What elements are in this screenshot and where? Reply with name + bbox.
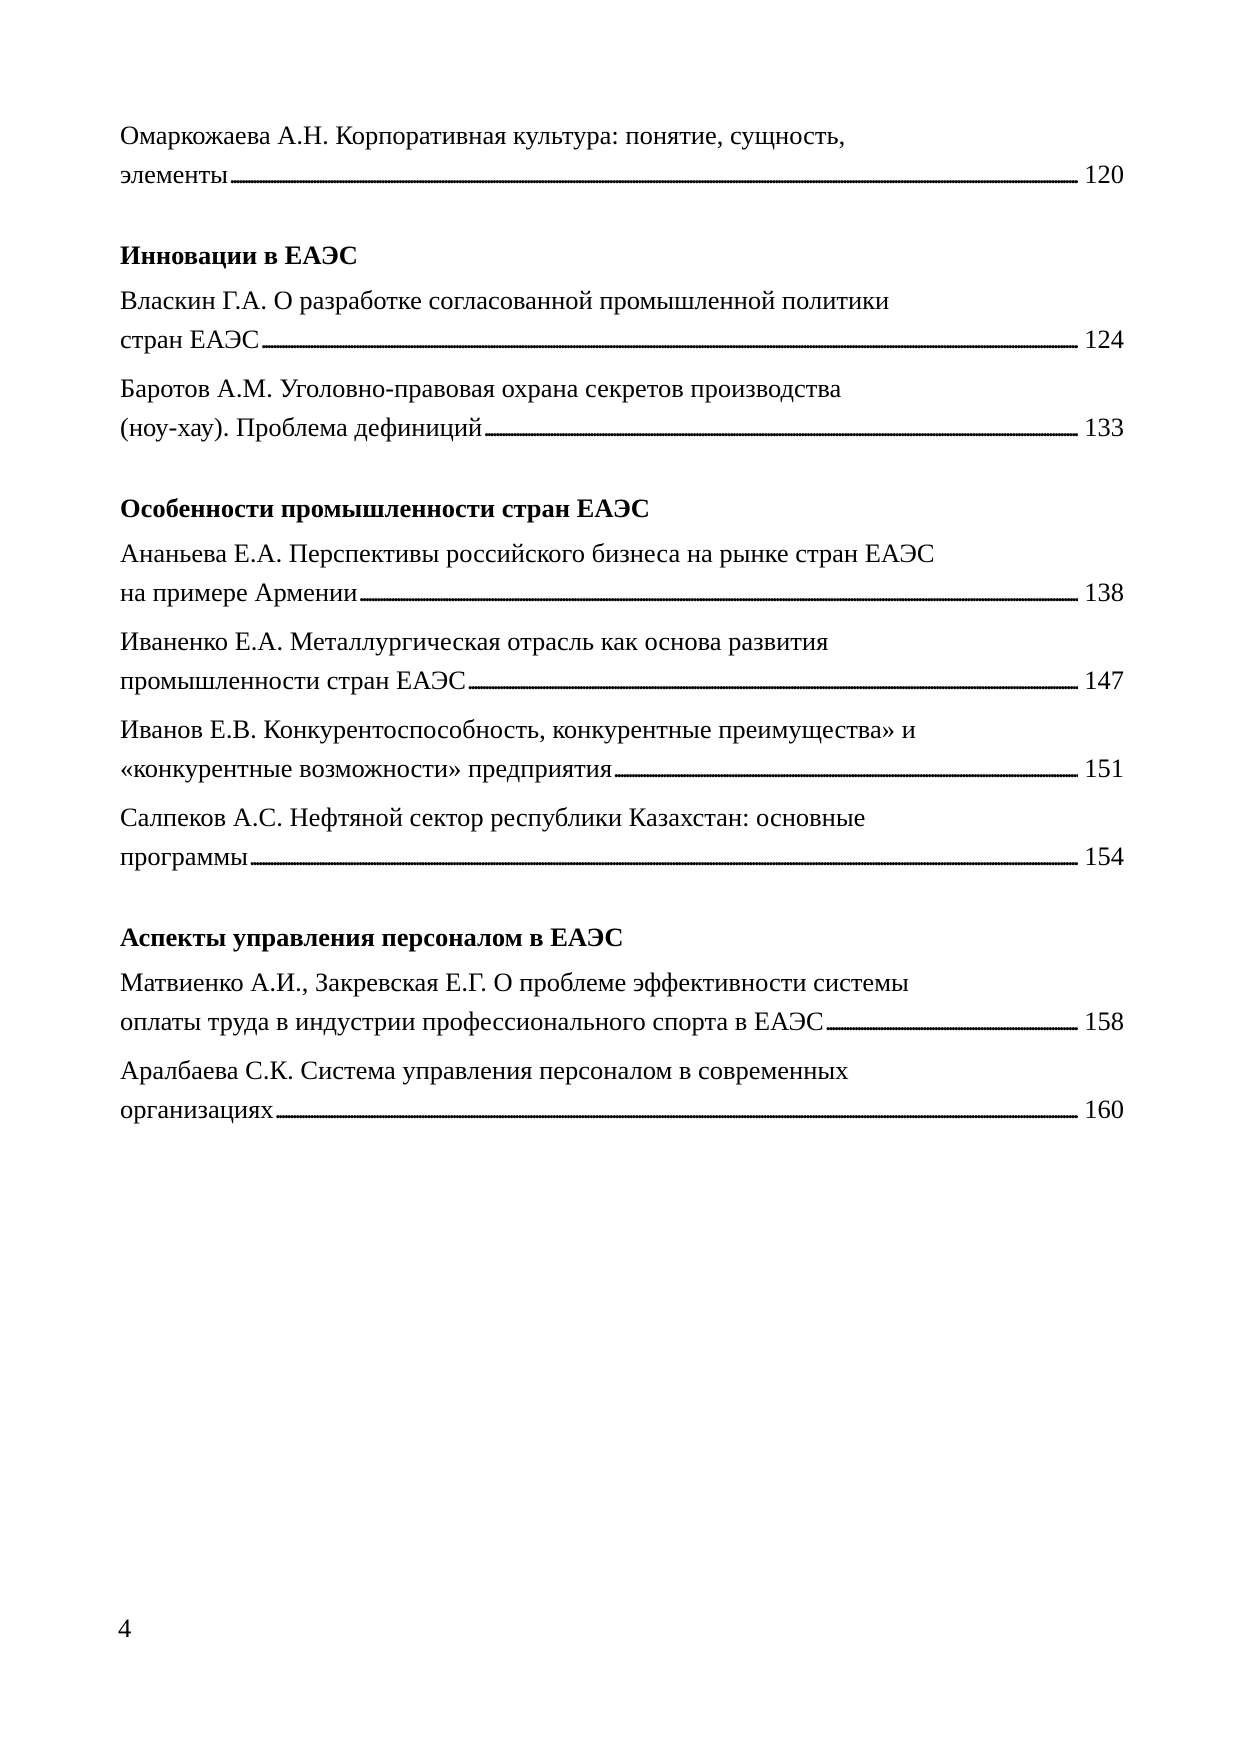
toc-entry-title-continuation: оплаты труда в индустрии профессионального спорта в ЕАЭС bbox=[120, 1006, 824, 1036]
toc-entry bbox=[120, 710, 1124, 788]
dot-leader bbox=[483, 408, 1078, 447]
toc-entry-page: 160 bbox=[1084, 1094, 1124, 1124]
toc-entry bbox=[120, 963, 1124, 1041]
toc-entry-last-line bbox=[120, 408, 1124, 447]
section-title: Аспекты управления персоналом в ЕАЭС bbox=[120, 922, 624, 952]
toc-entry-title: Ананьева Е.А. Перспективы российского бизнеса на рынке стран ЕАЭС bbox=[120, 538, 935, 568]
dot-leader bbox=[249, 837, 1078, 876]
toc-entry-title: Баротов А.М. Уголовно-правовая охрана секретов производства bbox=[120, 373, 842, 403]
toc-entry bbox=[120, 534, 1124, 612]
toc-entry-last-line bbox=[120, 1002, 1124, 1041]
toc-entry-title-continuation: элементы bbox=[120, 159, 228, 189]
toc-entry-title: Салпеков А.С. Нефтяной сектор республики Казахстан: основные bbox=[120, 802, 866, 832]
toc-entry-last-line bbox=[120, 661, 1124, 700]
toc-entry-title: Матвиенко А.И., Закревская Е.Г. О проблеме эффективности системы bbox=[120, 967, 909, 997]
table-of-contents bbox=[120, 116, 1124, 1129]
toc-entry bbox=[120, 116, 1124, 194]
toc-entry bbox=[120, 1051, 1124, 1129]
section-title: Инновации в ЕАЭС bbox=[120, 240, 358, 270]
toc-entry-last-line bbox=[120, 749, 1124, 788]
toc-entry-last-line bbox=[120, 837, 1124, 876]
toc-entry bbox=[120, 622, 1124, 700]
dot-leader bbox=[358, 573, 1078, 612]
toc-entry-title: Аралбаева С.К. Система управления персоналом в современных bbox=[120, 1055, 849, 1085]
toc-entry-last-line bbox=[120, 320, 1124, 359]
dot-leader bbox=[613, 749, 1078, 788]
toc-entry-page: 151 bbox=[1084, 753, 1124, 783]
toc-entry bbox=[120, 369, 1124, 447]
toc-section-personnel bbox=[120, 918, 1124, 1129]
toc-section-industry bbox=[120, 489, 1124, 876]
toc-entry bbox=[120, 798, 1124, 876]
toc-entry-page: 124 bbox=[1084, 324, 1124, 354]
toc-entry-page: 147 bbox=[1084, 665, 1124, 695]
toc-entry-title: Власкин Г.А. О разработке согласованной промышленной политики bbox=[120, 285, 890, 315]
toc-entry-last-line bbox=[120, 573, 1124, 612]
toc-entry-title-continuation: программы bbox=[120, 841, 248, 871]
toc-entry-title: Иванов Е.В. Конкурентоспособность, конкурентные преимущества» и bbox=[120, 714, 916, 744]
toc-entry-title-continuation: (ноу-хау). Проблема дефиниций bbox=[120, 412, 483, 442]
toc-entry-page: 158 bbox=[1084, 1006, 1124, 1036]
dot-leader bbox=[229, 155, 1078, 194]
toc-entry-page: 138 bbox=[1084, 577, 1124, 607]
dot-leader bbox=[260, 320, 1078, 359]
toc-entry-page: 120 bbox=[1084, 159, 1124, 189]
toc-entry-last-line bbox=[120, 155, 1124, 194]
toc-entry bbox=[120, 281, 1124, 359]
dot-leader bbox=[275, 1090, 1079, 1129]
toc-entry-title: Омаркожаева А.Н. Корпоративная культура: понятие, сущность, bbox=[120, 120, 846, 150]
toc-entry-title-continuation: организациях bbox=[120, 1094, 274, 1124]
toc-entry-title-continuation: на примере Армении bbox=[120, 577, 358, 607]
toc-entry-title-continuation: промышленности стран ЕАЭС bbox=[120, 665, 466, 695]
page-number: 4 bbox=[118, 1613, 132, 1643]
toc-entry-page: 154 bbox=[1084, 841, 1124, 871]
toc-entry-title-continuation: «конкурентные возможности» предприятия bbox=[120, 753, 613, 783]
dot-leader bbox=[825, 1002, 1079, 1041]
toc-section-innovations bbox=[120, 236, 1124, 447]
toc-entry-title: Иваненко Е.А. Металлургическая отрасль как основа развития bbox=[120, 626, 829, 656]
dot-leader bbox=[467, 661, 1078, 700]
toc-entry-title-continuation: стран ЕАЭС bbox=[120, 324, 260, 354]
toc-entry-last-line bbox=[120, 1090, 1124, 1129]
section-title: Особенности промышленности стран ЕАЭС bbox=[120, 493, 650, 523]
toc-entry-page: 133 bbox=[1084, 412, 1124, 442]
